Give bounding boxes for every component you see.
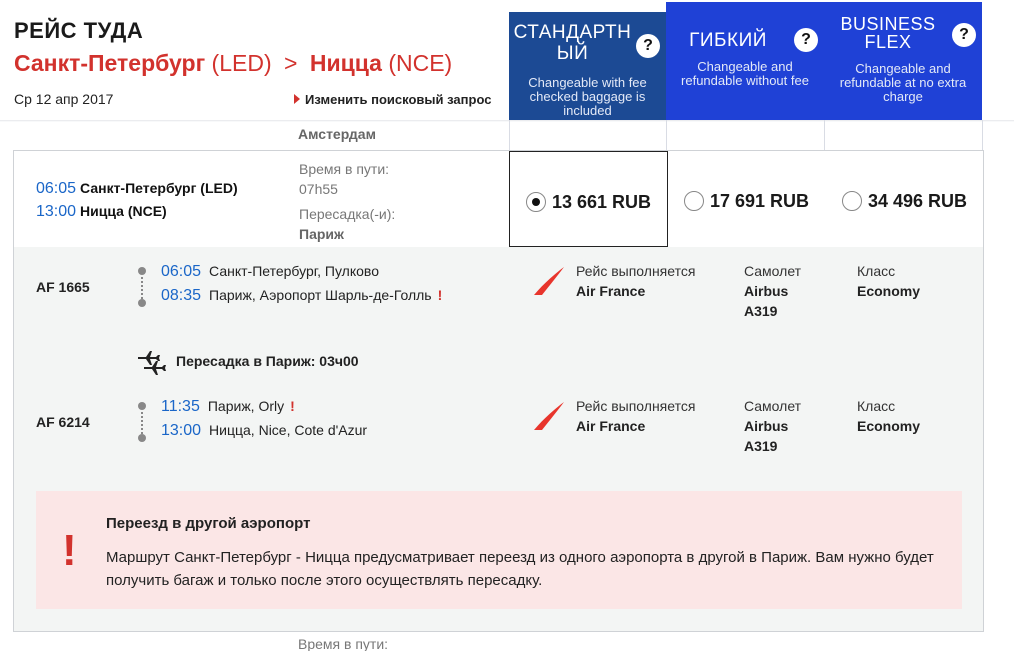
price-option-flexible[interactable]: [669, 151, 826, 247]
price-business-flex: 34 496 RUB: [868, 191, 968, 211]
price-option-standard[interactable]: [509, 151, 668, 247]
aircraft-model: [744, 416, 788, 456]
segment-arr-time: 13:00: [161, 422, 202, 439]
duration-label: Время в пути:: [299, 161, 390, 177]
airline-name: Air France: [576, 283, 646, 299]
help-icon[interactable]: ?: [794, 28, 818, 52]
alert-text: Маршрут Санкт-Петербург - Ницца предусматривает переезд из одного аэропорта в другой в Париж. Вам нужно будет получить багаж и только после этого осуществлять пересадку.: [106, 549, 934, 589]
airline-name: Air France: [576, 418, 646, 434]
fare-description-flexible: Changeable and refundable without fee: [681, 59, 809, 88]
connecting-flight-icon: [136, 349, 166, 375]
warning-icon: !: [437, 287, 443, 303]
route-timeline-icon: [137, 267, 147, 307]
class-label: Класс: [857, 398, 896, 414]
price-standard: 13 661 RUB: [552, 192, 652, 212]
flight-number: AF 1665: [36, 279, 90, 295]
exclamation-icon: !: [62, 526, 77, 575]
segment-arr-place: Ницца, Nice, Cote d'Azur: [209, 422, 368, 438]
airport-change-alert: [36, 491, 962, 609]
class-value: Economy: [857, 283, 921, 299]
transfer-text: Пересадка в Париж: 03ч00: [176, 353, 359, 369]
class-label: Класс: [857, 263, 896, 279]
flight-details: [14, 247, 983, 631]
segment-dep-time: 06:05: [161, 263, 202, 280]
previous-transfer-city: Амстердам: [298, 126, 376, 142]
flight-summary[interactable]: [14, 151, 983, 247]
origin-city: Санкт-Петербург: [14, 50, 206, 76]
summary-arrival: [36, 203, 167, 221]
transfer-label: Пересадка(-и):: [299, 206, 396, 222]
column-divider: [666, 120, 667, 150]
fare-name-flexible: ГИБКИЙ: [689, 30, 767, 51]
price-row: [526, 192, 651, 213]
segment-dep-time: 11:35: [161, 398, 200, 415]
aircraft-label: Самолет: [744, 398, 802, 414]
fare-header-business-flex[interactable]: [824, 2, 982, 120]
segment-arr-time: 08:35: [161, 287, 202, 304]
page-title: РЕЙС ТУДА: [14, 18, 144, 43]
fare-description-standard: Changeable with fee checked baggage is included: [528, 75, 647, 118]
summary-departure: [36, 180, 238, 198]
fare-name-standard: [513, 22, 632, 64]
flight-segment: [14, 247, 983, 317]
radio-icon[interactable]: [684, 191, 704, 211]
price-row: [684, 191, 809, 212]
arrive-city: Ницца (NCE): [80, 203, 167, 219]
aircraft-type: A319: [744, 303, 778, 319]
help-icon[interactable]: ?: [952, 23, 976, 47]
route-separator: >: [284, 50, 298, 76]
air-france-logo-icon: [530, 400, 566, 432]
column-divider: [982, 120, 983, 150]
radio-selected-icon[interactable]: [526, 192, 546, 212]
help-icon[interactable]: ?: [636, 34, 660, 58]
fare-name-line: ЫЙ: [556, 43, 589, 64]
column-divider: [509, 120, 510, 150]
flight-header: [0, 0, 1014, 120]
next-duration-label: Время в пути:: [298, 636, 389, 651]
price-row: [842, 191, 967, 212]
destination-city: Ницца: [309, 50, 382, 76]
aircraft-make: Airbus: [744, 418, 789, 434]
warning-icon: !: [290, 398, 295, 414]
radio-icon[interactable]: [842, 191, 862, 211]
aircraft-label: Самолет: [744, 263, 802, 279]
header-divider: [0, 120, 1014, 122]
flight-segment: [14, 382, 983, 452]
fare-header-flexible[interactable]: [666, 2, 824, 120]
travel-date: Ср 12 апр 2017: [14, 91, 114, 107]
change-search-label: Изменить поисковый запрос: [305, 92, 492, 107]
segment-arrival: [161, 287, 442, 305]
origin-code: (LED): [211, 50, 272, 76]
arrow-right-icon: [294, 94, 300, 104]
segment-arrival: [161, 422, 367, 440]
arrive-time: 13:00: [36, 203, 77, 220]
fare-header-standard[interactable]: [509, 12, 666, 120]
flight-number: AF 6214: [36, 414, 90, 430]
aircraft-model: [744, 281, 788, 321]
route-timeline-icon: [137, 402, 147, 442]
air-france-logo-icon: [530, 265, 566, 297]
class-value: Economy: [857, 418, 921, 434]
segment-departure: [161, 263, 379, 281]
fare-name-line: FLEX: [864, 32, 912, 52]
segment-departure: [161, 398, 295, 416]
column-divider: [824, 120, 825, 150]
fare-name-business-flex: [830, 15, 946, 51]
flight-card: [13, 150, 984, 632]
transfer-city: Париж: [299, 226, 344, 242]
change-search-link[interactable]: [294, 92, 491, 107]
aircraft-type: A319: [744, 438, 778, 454]
duration-value: 07h55: [299, 181, 338, 197]
aircraft-make: Airbus: [744, 283, 789, 299]
operated-by-label: Рейс выполняется: [576, 263, 696, 279]
depart-city: Санкт-Петербург (LED): [80, 180, 238, 196]
transfer-info: [136, 349, 536, 377]
destination-code: (NCE): [388, 50, 453, 76]
depart-time: 06:05: [36, 180, 77, 197]
fare-description-business-flex: Changeable and refundable at no extra charge: [839, 61, 967, 104]
alert-title: Переезд в другой аэропорт: [106, 515, 311, 532]
price-flexible: 17 691 RUB: [710, 191, 810, 211]
fare-name-line: СТАНДАРТН: [513, 22, 632, 43]
segment-dep-place: Париж, Orly: [207, 398, 285, 414]
segment-dep-place: Санкт-Петербург, Пулково: [209, 263, 379, 279]
segment-arr-place: Париж, Аэропорт Шарль-де-Голль: [209, 287, 432, 303]
route-title: [14, 50, 452, 77]
fare-name-line: BUSINESS: [840, 14, 936, 34]
price-option-business-flex[interactable]: [826, 151, 983, 247]
operated-by-label: Рейс выполняется: [576, 398, 696, 414]
